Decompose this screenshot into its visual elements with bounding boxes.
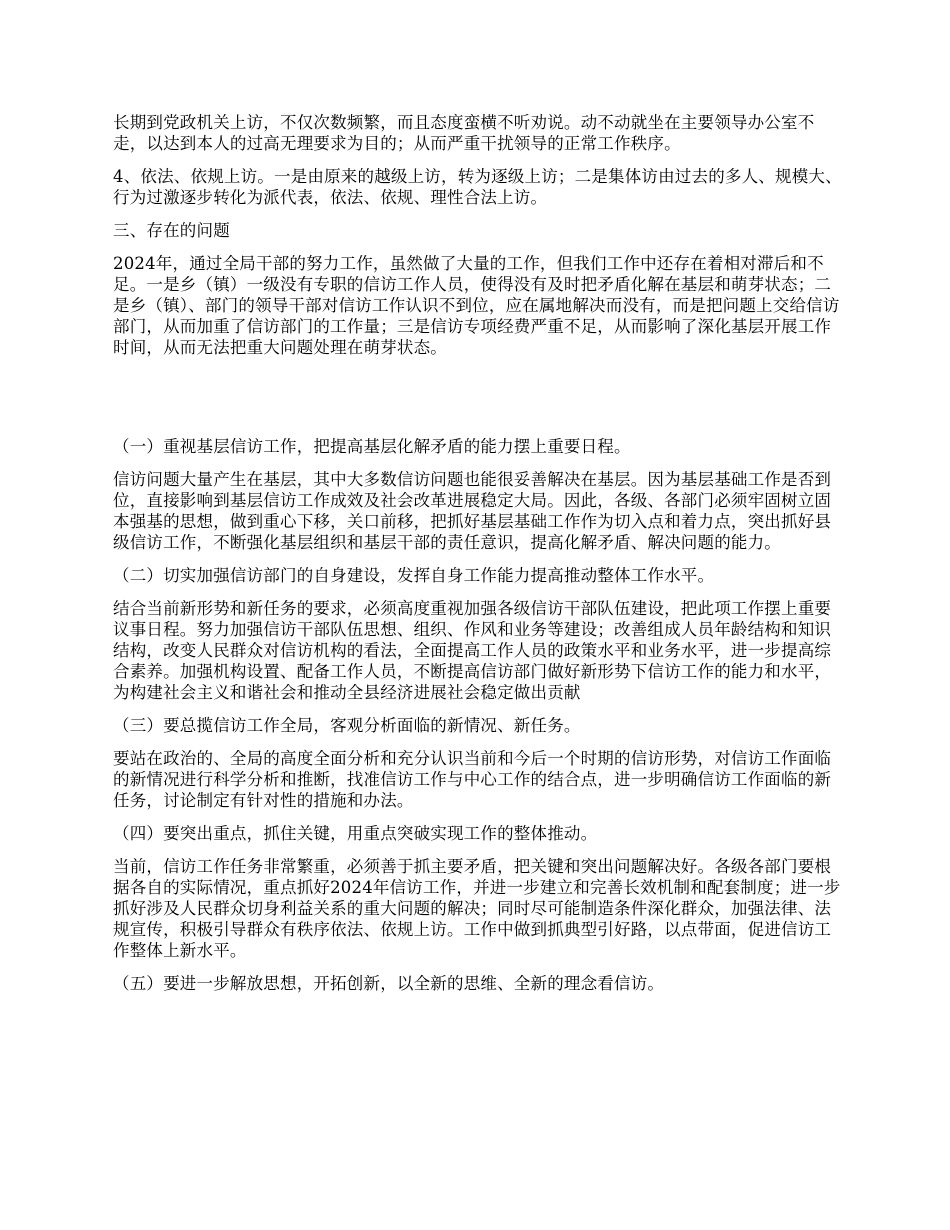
subsection-heading: （三）要总揽信访工作全局，客观分析面临的新情况、新任务。 — [113, 716, 581, 735]
subsection-heading: （五）要进一步解放思想，开拓创新，以全新的思维、全新的理念看信访。 — [113, 974, 665, 993]
subsection-heading: （一）重视基层信访工作，把提高基层化解矛盾的能力摆上重要日程。 — [113, 437, 631, 456]
paragraph: 要站在政治的、全局的高度全面分析和充分认识当前和今后一个时期的信访形势，对信访工作面临的新情况进行科学分析和推断，找准信访工作与中心工作的结合点，进一步明确信访工作面临的新任务，讨论制定有针对性的措施和办法。 — [113, 749, 832, 810]
paragraph: 结合当前新形势和新任务的要求，必须高度重视加强各级信访干部队伍建设，把此项工作摆上重要议事日程。努力加强信访干部队伍思想、组织、作风和业务等建设；改善组成人员年龄结构和知识结构，改变人民群众对信访机构的看法，全面提高工作人员的政策水平和业务水平，进一步提高综合素养。加强机构设置、配备工作人员，不断提高信访部门做好新形势下信访工作的能力和水平，为构建社会主义和谐社会和推动全县经济进展社会稳定做出贡献 — [113, 599, 832, 702]
paragraph: 当前，信访工作任务非常繁重，必须善于抓主要矛盾，把关键和突出问题解决好。各级各部门要根据各自的实际情况，重点抓好2024年信访工作，并进一步建立和完善长效机制和配套制度；进一步抓好涉及人民群众切身利益关系的重大问题的解决；同时尽可能制造条件深化群众，加强法律、法规宣传，积极引导群众有秩序依法、依规上访。工作中做到抓典型引好路，以点带面，促进信访工作整体上新水平。 — [113, 857, 841, 960]
subsection-heading: （四）要突出重点，抓住关键，用重点突破实现工作的整体推动。 — [113, 824, 598, 843]
paragraph: 信访问题大量产生在基层，其中大多数信访问题也能很妥善解决在基层。因为基层基础工作是否到位，直接影响到基层信访工作成效及社会改革进展稳定大局。因此，各级、各部门必须牢固树立固本强基的思想，做到重心下移，关口前移，把抓好基层基础工作作为切入点和着力点，突出抓好县级信访工作，不断强化基层组织和基层干部的责任意识，提高化解矛盾、解决问题的能力。 — [113, 470, 832, 552]
subsection-heading: （二）切实加强信访部门的自身建设，发挥自身工作能力提高推动整体工作水平。 — [113, 566, 715, 585]
paragraph: 4、依法、依规上访。一是由原来的越级上访，转为逐级上访；二是集体访由过去的多人、规模大、行为过激逐步转化为派代表，依法、依规、理性合法上访。 — [113, 167, 842, 207]
paragraph: 2024年，通过全局干部的努力工作，虽然做了大量的工作，但我们工作中还存在着相对滞后和不足。一是乡（镇）一级没有专职的信访工作人员，使得没有及时把矛盾化解在基层和萌芽状态；二是乡（镇）、部门的领导干部对信访工作认识不到位，应在属地解决而没有，而是把问题上交给信访部门，从而加重了信访部门的工作量；三是信访专项经费严重不足，从而影响了深化基层开展工作时间，从而无法把重大问题处理在萌芽状态。 — [113, 254, 840, 357]
section-heading: 三、存在的问题 — [113, 221, 230, 240]
document-body — [113, 112, 843, 994]
paragraph: 长期到党政机关上访，不仅次数频繁，而且态度蛮横不听劝说。动不动就坐在主要领导办公室不走，以达到本人的过高无理要求为目的；从而严重干扰领导的正常工作秩序。 — [113, 113, 815, 153]
